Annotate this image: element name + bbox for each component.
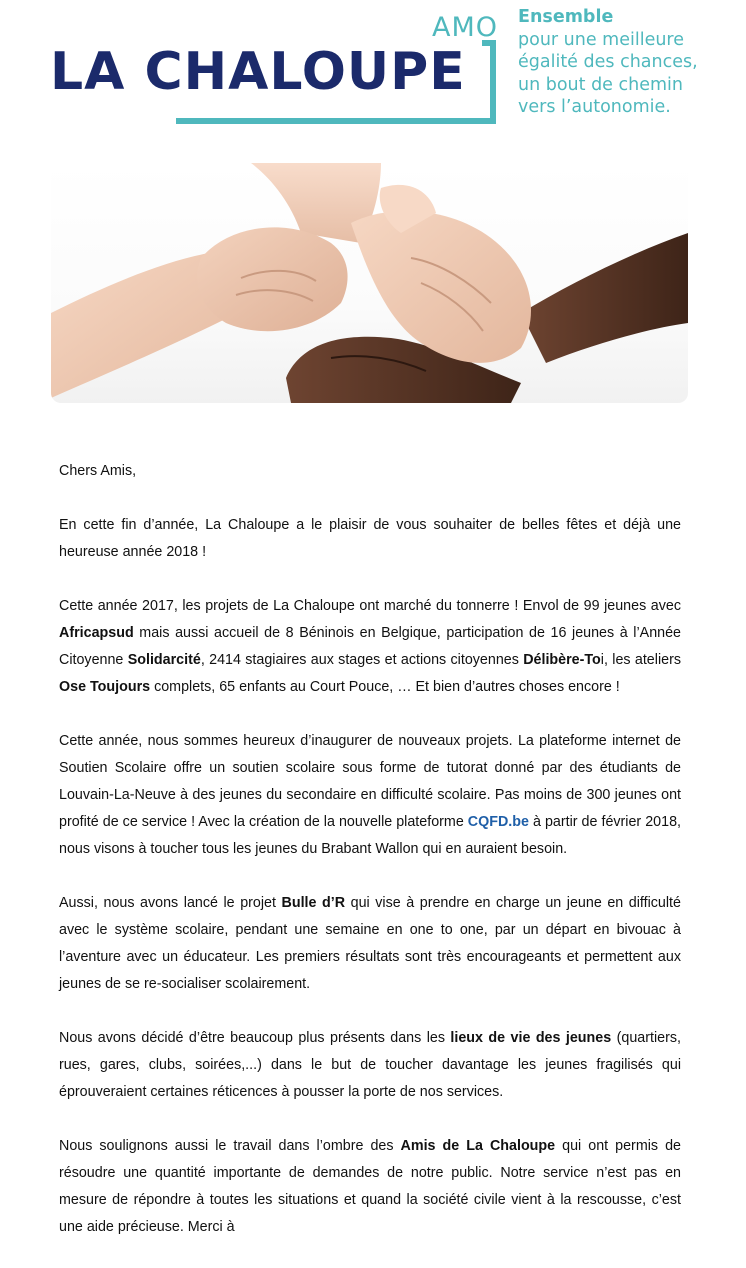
bold-delibere-toi: Délibère-To — [523, 652, 601, 668]
logo-amo: AMO — [432, 12, 499, 43]
tagline-line-3: un bout de chemin — [518, 74, 683, 95]
tagline-line-2: égalité des chances, — [518, 52, 698, 72]
text-segment: mais aussi accueil de 8 Béninois en Belgique, participation de 16 jeunes à l’Année Citoyenne — [59, 625, 681, 668]
letter-body — [59, 458, 681, 1268]
logo-wordmark: LA CHALOUPE — [50, 42, 466, 102]
paragraph-amis — [59, 1133, 681, 1241]
paragraph-wishes: En cette fin d’année, La Chaloupe a le plaisir de vous souhaiter de belles fêtes et déjà une heureuse année 2018 ! — [59, 517, 681, 560]
text-segment: Cette année 2017, les projets de La Chaloupe ont marché du tonnerre ! Envol de 99 jeunes avec — [59, 598, 681, 614]
text-segment: complets, 65 enfants au Court Pouce, … Et bien d’autres choses encore ! — [150, 679, 620, 695]
text-segment: Nous soulignons aussi le travail dans l’ombre des — [59, 1138, 401, 1154]
text-segment: Cette année, nous sommes heureux d’inaugurer de nouveaux projets. La plateforme internet de Soutien Scolaire offre un soutien scolaire sous forme de tutorat donné par des étudiants de Louvain-La-Neuve à des jeunes du secondaire en difficulté scolaire. Pas moins de 300 jeunes ont profité de ce service ! Avec la création de la nouvelle plateforme — [59, 733, 681, 830]
bold-africapsud: Africapsud — [59, 625, 134, 641]
la-chaloupe-logo — [50, 12, 500, 124]
newsletter-header — [0, 0, 746, 135]
text-segment: qui ont permis de résoudre une quantité importante de demandes de notre public. Notre service n’est pas en mesure de répondre à toutes les situations et quand la société civile vient à la rescousse, c’est une aide précieuse. Merci à — [59, 1138, 681, 1235]
bold-ose-toujours: Ose Toujours — [59, 679, 151, 695]
tagline — [518, 6, 740, 119]
text-segment: , 2414 stagiaires aux stages et actions citoyennes — [200, 652, 524, 668]
paragraph-new-projects — [59, 728, 681, 863]
text-segment: i, les ateliers — [600, 652, 681, 668]
paragraph-lieux-de-vie — [59, 1025, 681, 1106]
tagline-strong: Ensemble — [518, 7, 614, 27]
tagline-line-1: pour une meilleure — [518, 29, 685, 50]
text-segment: (quartiers, rues, gares, clubs, soirées,...) dans le but de toucher davantage les jeunes fragilisés qui éprouveraient certaines réticences à pousser la porte de nos services. — [59, 1030, 681, 1100]
bold-lieux-de-vie: lieux de vie des jeunes — [450, 1030, 612, 1046]
text-segment: qui vise à prendre en charge un jeune en difficulté avec le système scolaire, pendant une semaine en one to one, par un départ en bivouac à l’aventure avec un éducateur. Les premiers résultats sont très encourageants et permettent aux jeunes de se re-socialiser scolairement. — [59, 895, 681, 992]
paragraph-bulle-dr — [59, 890, 681, 998]
text-segment: Aussi, nous avons lancé le projet — [59, 895, 282, 911]
tagline-line-4: vers l’autonomie. — [518, 97, 671, 117]
paragraph-2017-projects — [59, 593, 681, 701]
hero-image-linked-hands — [51, 163, 688, 403]
bold-solidarcite: Solidarcité — [127, 652, 201, 668]
bold-bulle-dr: Bulle d’R — [281, 895, 346, 911]
text-segment: à partir de février 2018, nous visons à toucher tous les jeunes du Brabant Wallon qui en auraient besoin. — [59, 814, 681, 857]
greeting: Chers Amis, — [59, 463, 137, 479]
text-segment: Nous avons décidé d’être beaucoup plus présents dans les — [59, 1030, 451, 1046]
hands-illustration — [51, 163, 688, 403]
bold-amis-de-la-chaloupe: Amis de La Chaloupe — [400, 1138, 556, 1154]
cqfd-link[interactable]: CQFD.be — [467, 814, 529, 830]
